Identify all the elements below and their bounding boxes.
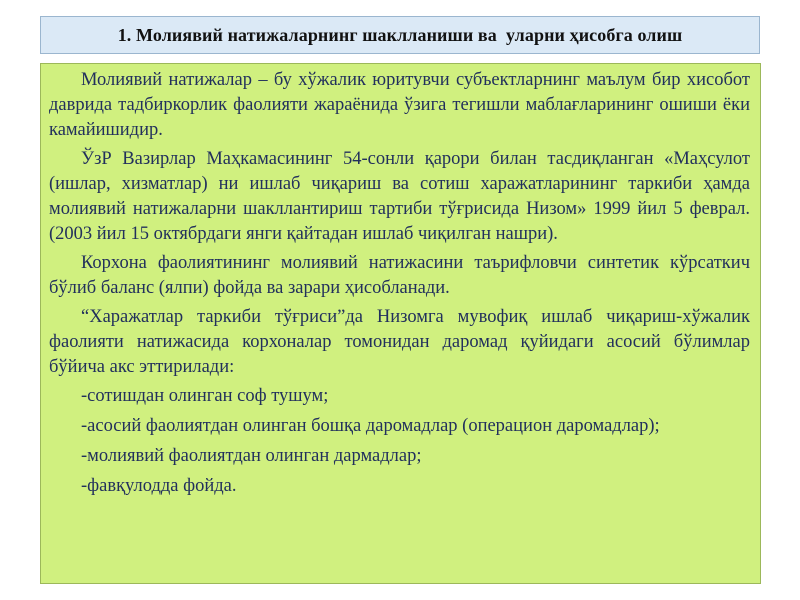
paragraph-definition: Молиявий натижалар – бу хўжалик юритувчи субъектларнинг маълум бир хисобот даврида тадбиркорлик фаолияти жараёнида ўзига тегишли маблағларининг ошиши ёки камайишидир. <box>49 70 750 140</box>
slide-title-box <box>40 16 760 54</box>
list-item-net-revenue: -сотишдан олинган соф тушум; <box>81 386 329 406</box>
paragraph-indicator: Корхона фаолиятининг молиявий натижасини таърифловчи синтетик кўрсаткич бўлиб баланс (ялпи) фойда ва зарари ҳисобланади. <box>49 253 750 298</box>
list-item-financial-income: -молиявий фаолиятдан олинган дармадлар; <box>81 446 422 466</box>
list-item-extraordinary-profit: -фавқулодда фойда. <box>81 476 237 496</box>
paragraph-regulation: ЎзР Вазирлар Маҳкамасининг 54-сонли қарори билан тасдиқланган «Маҳсулот (ишлар, хизматлар) ни ишлаб чиқариш ва сотиш харажатларининг таркиби ҳамда молиявий натижаларни шакллантириш тартиби тўғрисида Низом» 1999 йил 5 феврал. (2003 йил 15 октябрдаги янги қайтадан ишлаб чиқилган нашри). <box>49 149 750 244</box>
paragraph-income-sections: “Харажатлар таркиби тўғриси”да Низомга мувофиқ ишлаб чиқариш-хўжалик фаолияти натижасида корхоналар томонидан даромад қуйидаги асосий бўлимлар бўйича акс эттирилади: <box>49 307 750 377</box>
slide-content-box <box>40 63 761 584</box>
slide-title: 1. Молиявий натижаларнинг шаклланиши ва уларни ҳисобга олиш <box>117 24 683 45</box>
list-item-operating-income: -асосий фаолиятдан олинган бошқа даромадлар (операцион даромадлар); <box>81 416 660 436</box>
